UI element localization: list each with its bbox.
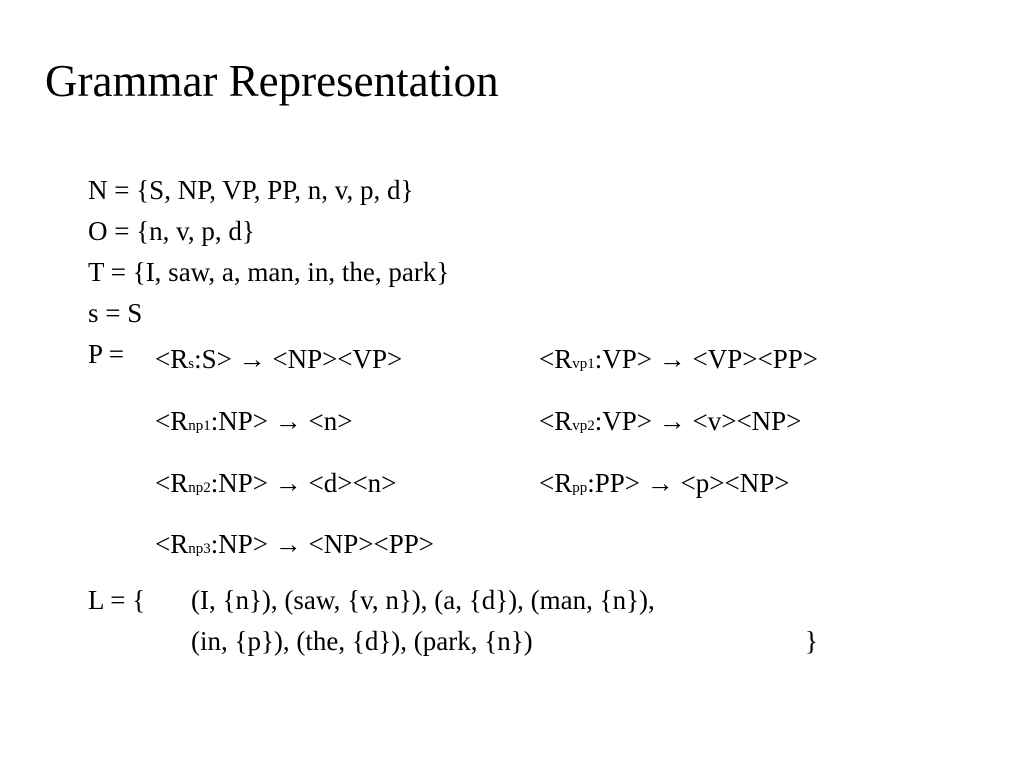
rule-subscript: np3 bbox=[188, 541, 211, 557]
rule-body: :NP> → <NP><PP> bbox=[210, 529, 434, 559]
rule-pp bbox=[539, 467, 789, 504]
rule-subscript: s bbox=[188, 356, 195, 372]
rule-open: <R bbox=[539, 406, 573, 436]
rule-open: <R bbox=[155, 406, 189, 436]
terminal-set: T = {I, saw, a, man, in, the, park} bbox=[88, 257, 450, 287]
lexicon-row-1: (I, {n}), (saw, {v, n}), (a, {d}), (man, {n}), bbox=[191, 585, 655, 615]
rule-body: :S> → <NP><VP> bbox=[194, 344, 403, 374]
nonterminal-set: N = {S, NP, VP, PP, n, v, p, d} bbox=[88, 175, 414, 205]
rule-subscript: pp bbox=[572, 480, 588, 496]
rule-body: :VP> → <v><NP> bbox=[594, 406, 802, 436]
rule-subscript: vp1 bbox=[572, 356, 595, 372]
lexicon-close-brace: } bbox=[805, 626, 818, 656]
start-symbol: s = S bbox=[88, 298, 143, 328]
production-label: P = bbox=[88, 339, 124, 369]
rule-np3 bbox=[155, 528, 434, 565]
rule-np1 bbox=[155, 405, 352, 442]
lexicon-label: L = { bbox=[88, 585, 146, 615]
rule-vp1 bbox=[539, 343, 818, 380]
rule-open: <R bbox=[155, 344, 189, 374]
rule-s bbox=[155, 343, 402, 380]
rule-body: :NP> → <n> bbox=[210, 406, 353, 436]
rule-np2 bbox=[155, 467, 396, 504]
rule-open: <R bbox=[155, 529, 189, 559]
rule-body: :NP> → <d><n> bbox=[210, 468, 397, 498]
rule-open: <R bbox=[539, 468, 573, 498]
preterminal-set: O = {n, v, p, d} bbox=[88, 216, 255, 246]
rule-open: <R bbox=[539, 344, 573, 374]
rule-subscript: vp2 bbox=[572, 418, 595, 434]
rule-subscript: np1 bbox=[188, 418, 211, 434]
lexicon-row-2: (in, {p}), (the, {d}), (park, {n}) bbox=[191, 626, 533, 656]
page-title: Grammar Representation bbox=[45, 56, 499, 106]
rule-open: <R bbox=[155, 468, 189, 498]
rule-subscript: np2 bbox=[188, 480, 211, 496]
rule-body: :VP> → <VP><PP> bbox=[594, 344, 818, 374]
rule-body: :PP> → <p><NP> bbox=[587, 468, 790, 498]
rule-vp2 bbox=[539, 405, 801, 442]
